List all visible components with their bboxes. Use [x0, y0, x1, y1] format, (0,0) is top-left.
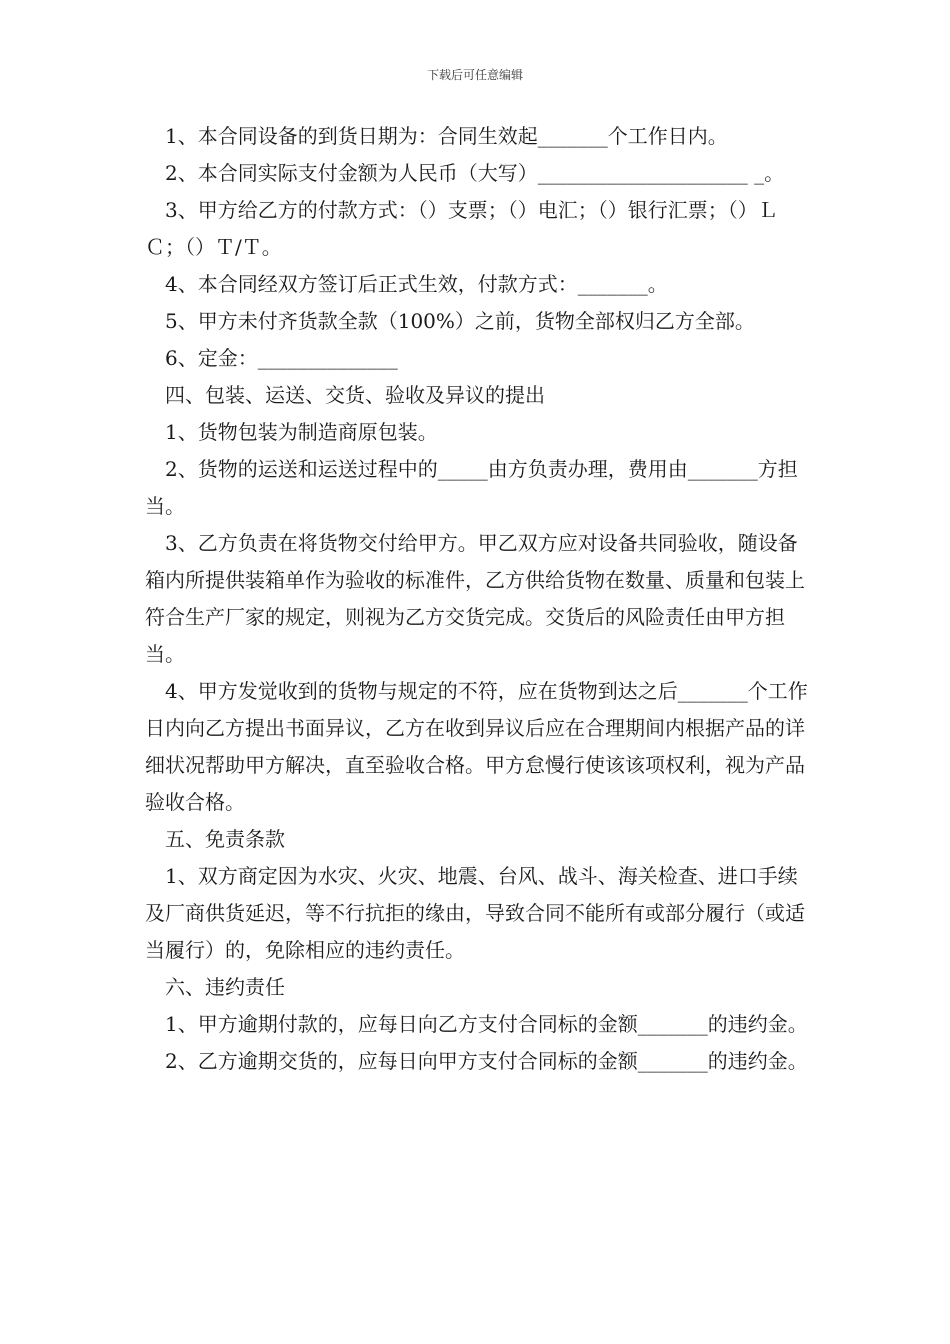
clause-payment-method: 3、甲方给乙方的付款方式：（）支票；（）电汇；（）银行汇票；（）ＬＣ；（）Ｔ/Ｔ。 — [145, 198, 778, 259]
header-note: 下载后可任意编辑 — [426, 68, 523, 82]
clause-acceptance: 3、乙方负责在将货物交付给甲方。甲乙双方应对设备共同验收，随设备箱内所提供装箱单作为验收的标准件，乙方供给货物在数量、质量和包装上符合生产厂家的规定，则视为乙方交货完成。交货后的风险责任由甲方担当。 — [145, 531, 805, 666]
section-title-exemption: 五、免责条款 — [165, 827, 285, 851]
clause-effective: 4、本合同经双方签订后正式生效，付款方式：_______。 — [165, 272, 668, 296]
clause-objection: 4、甲方发觉收到的货物与规定的不符，应在货物到达之后_______个工作日内向乙方提出书面异议，乙方在收到异议后应在合理期间内根据产品的详细状况帮助甲方解决，直至验收合格。甲方怠慢行使该该项权利，视为产品验收合格。 — [145, 679, 808, 814]
clause-delivery-date: 1、本合同设备的到货日期为：合同生效起_______个工作日内。 — [165, 124, 728, 148]
clause-ownership: 5、甲方未付齐货款全款（100%）之前，货物全部权归乙方全部。 — [165, 309, 755, 333]
clause-force-majeure: 1、双方商定因为水灾、火灾、地震、台风、战斗、海关检查、进口手续及厂商供货延迟，等不行抗拒的缘由，导致合同不能所有或部分履行（或适当履行）的，免除相应的违约责任。 — [145, 864, 805, 962]
clause-transport: 2、货物的运送和运送过程中的_____由方负责办理，费用由_______方担当。 — [145, 457, 798, 518]
contract-body — [145, 118, 817, 1080]
clause-packaging: 1、货物包装为制造商原包装。 — [165, 420, 438, 444]
section-title-packaging: 四、包装、运送、交货、验收及异议的提出 — [165, 383, 545, 407]
section-title-liability: 六、违约责任 — [165, 975, 285, 999]
clause-late-delivery: 2、乙方逾期交货的，应每日向甲方支付合同标的金额_______的违约金。 — [165, 1049, 808, 1073]
clause-late-payment: 1、甲方逾期付款的，应每日向乙方支付合同标的金额_______的违约金。 — [165, 1012, 808, 1036]
clause-payment-amount: 2、本合同实际支付金额为人民币（大写）_____________________ _。 — [165, 161, 785, 185]
clause-deposit: 6、定金：______________ — [165, 346, 398, 370]
